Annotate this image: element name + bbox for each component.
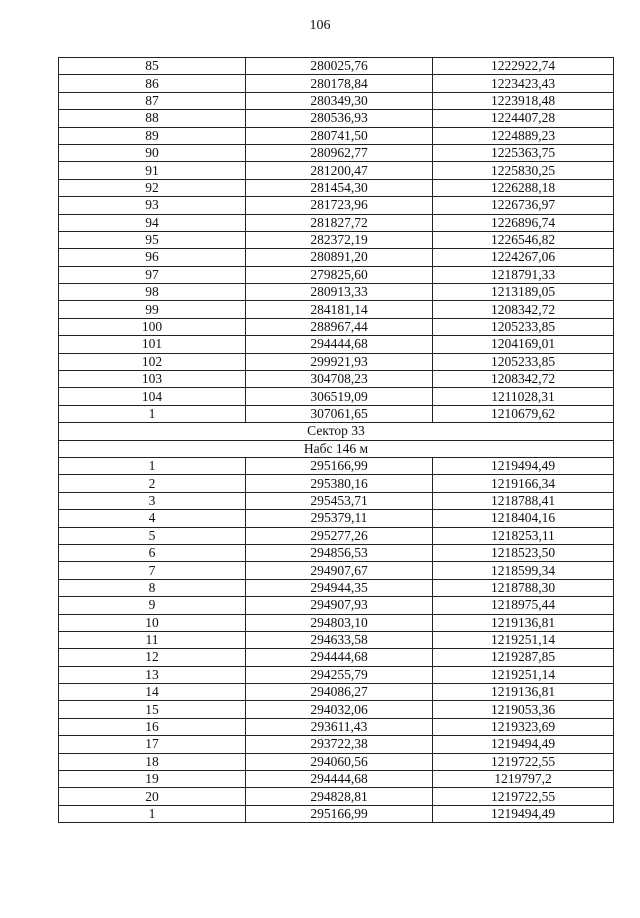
point-number-cell: 20 [59, 788, 246, 805]
x-coordinate-cell: 294907,93 [246, 597, 433, 614]
table-row [59, 231, 614, 248]
x-coordinate-cell: 295380,16 [246, 475, 433, 492]
y-coordinate-cell: 1219136,81 [433, 684, 614, 701]
y-coordinate-cell: 1213189,05 [433, 284, 614, 301]
x-coordinate-cell: 295277,26 [246, 527, 433, 544]
point-number-cell: 1 [59, 457, 246, 474]
y-coordinate-cell: 1219722,55 [433, 753, 614, 770]
point-number-cell: 100 [59, 318, 246, 335]
y-coordinate-cell: 1205233,85 [433, 318, 614, 335]
point-number-cell: 10 [59, 614, 246, 631]
x-coordinate-cell: 294856,53 [246, 544, 433, 561]
x-coordinate-cell: 295379,11 [246, 510, 433, 527]
x-coordinate-cell: 293722,38 [246, 736, 433, 753]
point-number-cell: 91 [59, 162, 246, 179]
table-row [59, 58, 614, 75]
y-coordinate-cell: 1219053,36 [433, 701, 614, 718]
point-number-cell: 94 [59, 214, 246, 231]
table-row [59, 492, 614, 509]
point-number-cell: 6 [59, 544, 246, 561]
y-coordinate-cell: 1219494,49 [433, 805, 614, 822]
table-row [59, 266, 614, 283]
table-row [59, 388, 614, 405]
table-row [59, 336, 614, 353]
x-coordinate-cell: 280025,76 [246, 58, 433, 75]
point-number-cell: 90 [59, 144, 246, 161]
y-coordinate-cell: 1205233,85 [433, 353, 614, 370]
x-coordinate-cell: 307061,65 [246, 405, 433, 422]
table-row [59, 110, 614, 127]
point-number-cell: 101 [59, 336, 246, 353]
x-coordinate-cell: 280913,33 [246, 284, 433, 301]
table-row [59, 614, 614, 631]
point-number-cell: 103 [59, 371, 246, 388]
x-coordinate-cell: 304708,23 [246, 371, 433, 388]
point-number-cell: 88 [59, 110, 246, 127]
x-coordinate-cell: 295166,99 [246, 457, 433, 474]
y-coordinate-cell: 1218791,33 [433, 266, 614, 283]
sector-height: Набс 146 м [59, 440, 614, 457]
point-number-cell: 17 [59, 736, 246, 753]
table-row [59, 771, 614, 788]
point-number-cell: 85 [59, 58, 246, 75]
point-number-cell: 98 [59, 284, 246, 301]
x-coordinate-cell: 294086,27 [246, 684, 433, 701]
table-row [59, 701, 614, 718]
x-coordinate-cell: 281827,72 [246, 214, 433, 231]
x-coordinate-cell: 280962,77 [246, 144, 433, 161]
y-coordinate-cell: 1226546,82 [433, 231, 614, 248]
point-number-cell: 87 [59, 92, 246, 109]
x-coordinate-cell: 294444,68 [246, 771, 433, 788]
x-coordinate-cell: 295453,71 [246, 492, 433, 509]
x-coordinate-cell: 280178,84 [246, 75, 433, 92]
point-number-cell: 96 [59, 249, 246, 266]
y-coordinate-cell: 1218599,34 [433, 562, 614, 579]
x-coordinate-cell: 288967,44 [246, 318, 433, 335]
point-number-cell: 5 [59, 527, 246, 544]
x-coordinate-cell: 281454,30 [246, 179, 433, 196]
point-number-cell: 1 [59, 405, 246, 422]
y-coordinate-cell: 1218788,30 [433, 579, 614, 596]
table-row [59, 162, 614, 179]
y-coordinate-cell: 1208342,72 [433, 371, 614, 388]
table-row [59, 214, 614, 231]
table-row [59, 144, 614, 161]
y-coordinate-cell: 1219494,49 [433, 457, 614, 474]
point-number-cell: 104 [59, 388, 246, 405]
y-coordinate-cell: 1218788,41 [433, 492, 614, 509]
height-header-row [59, 440, 614, 457]
x-coordinate-cell: 294444,68 [246, 336, 433, 353]
y-coordinate-cell: 1218975,44 [433, 597, 614, 614]
point-number-cell: 8 [59, 579, 246, 596]
point-number-cell: 13 [59, 666, 246, 683]
x-coordinate-cell: 281200,47 [246, 162, 433, 179]
table-row [59, 753, 614, 770]
y-coordinate-cell: 1219722,55 [433, 788, 614, 805]
point-number-cell: 99 [59, 301, 246, 318]
y-coordinate-cell: 1224889,23 [433, 127, 614, 144]
y-coordinate-cell: 1223918,48 [433, 92, 614, 109]
x-coordinate-cell: 280891,20 [246, 249, 433, 266]
y-coordinate-cell: 1225830,25 [433, 162, 614, 179]
y-coordinate-cell: 1208342,72 [433, 301, 614, 318]
table-row [59, 284, 614, 301]
table-row [59, 805, 614, 822]
table-row [59, 353, 614, 370]
point-number-cell: 12 [59, 649, 246, 666]
point-number-cell: 95 [59, 231, 246, 248]
table-row [59, 788, 614, 805]
x-coordinate-cell: 294032,06 [246, 701, 433, 718]
table-row [59, 249, 614, 266]
point-number-cell: 2 [59, 475, 246, 492]
point-number-cell: 102 [59, 353, 246, 370]
sector-title: Сектор 33 [59, 423, 614, 440]
table-row [59, 718, 614, 735]
y-coordinate-cell: 1224267,06 [433, 249, 614, 266]
point-number-cell: 93 [59, 197, 246, 214]
y-coordinate-cell: 1219323,69 [433, 718, 614, 735]
y-coordinate-cell: 1219251,14 [433, 666, 614, 683]
y-coordinate-cell: 1219166,34 [433, 475, 614, 492]
y-coordinate-cell: 1225363,75 [433, 144, 614, 161]
point-number-cell: 86 [59, 75, 246, 92]
x-coordinate-cell: 294633,58 [246, 631, 433, 648]
x-coordinate-cell: 294444,68 [246, 649, 433, 666]
y-coordinate-cell: 1218253,11 [433, 527, 614, 544]
point-number-cell: 14 [59, 684, 246, 701]
y-coordinate-cell: 1226896,74 [433, 214, 614, 231]
point-number-cell: 19 [59, 771, 246, 788]
x-coordinate-cell: 294944,35 [246, 579, 433, 596]
y-coordinate-cell: 1222922,74 [433, 58, 614, 75]
x-coordinate-cell: 294255,79 [246, 666, 433, 683]
point-number-cell: 7 [59, 562, 246, 579]
y-coordinate-cell: 1218404,16 [433, 510, 614, 527]
point-number-cell: 92 [59, 179, 246, 196]
y-coordinate-cell: 1219494,49 [433, 736, 614, 753]
coordinates-table [58, 57, 614, 823]
point-number-cell: 11 [59, 631, 246, 648]
table-row [59, 684, 614, 701]
point-number-cell: 89 [59, 127, 246, 144]
table-row [59, 562, 614, 579]
coordinates-table-body [59, 58, 614, 823]
y-coordinate-cell: 1218523,50 [433, 544, 614, 561]
y-coordinate-cell: 1219251,14 [433, 631, 614, 648]
table-row [59, 75, 614, 92]
point-number-cell: 16 [59, 718, 246, 735]
x-coordinate-cell: 294060,56 [246, 753, 433, 770]
y-coordinate-cell: 1223423,43 [433, 75, 614, 92]
x-coordinate-cell: 280741,50 [246, 127, 433, 144]
table-row [59, 666, 614, 683]
sector-header-row [59, 423, 614, 440]
point-number-cell: 97 [59, 266, 246, 283]
y-coordinate-cell: 1219287,85 [433, 649, 614, 666]
x-coordinate-cell: 279825,60 [246, 266, 433, 283]
table-row [59, 92, 614, 109]
table-row [59, 527, 614, 544]
table-row [59, 649, 614, 666]
page-number: 106 [309, 18, 331, 33]
table-row [59, 597, 614, 614]
x-coordinate-cell: 294907,67 [246, 562, 433, 579]
x-coordinate-cell: 282372,19 [246, 231, 433, 248]
x-coordinate-cell: 280536,93 [246, 110, 433, 127]
y-coordinate-cell: 1210679,62 [433, 405, 614, 422]
table-row [59, 301, 614, 318]
x-coordinate-cell: 280349,30 [246, 92, 433, 109]
table-row [59, 371, 614, 388]
point-number-cell: 4 [59, 510, 246, 527]
table-row [59, 631, 614, 648]
x-coordinate-cell: 294828,81 [246, 788, 433, 805]
point-number-cell: 15 [59, 701, 246, 718]
x-coordinate-cell: 293611,43 [246, 718, 433, 735]
y-coordinate-cell: 1226288,18 [433, 179, 614, 196]
x-coordinate-cell: 295166,99 [246, 805, 433, 822]
x-coordinate-cell: 294803,10 [246, 614, 433, 631]
table-row [59, 544, 614, 561]
table-row [59, 475, 614, 492]
point-number-cell: 1 [59, 805, 246, 822]
table-row [59, 127, 614, 144]
table-row [59, 318, 614, 335]
point-number-cell: 18 [59, 753, 246, 770]
table-row [59, 510, 614, 527]
y-coordinate-cell: 1211028,31 [433, 388, 614, 405]
table-row [59, 457, 614, 474]
point-number-cell: 9 [59, 597, 246, 614]
point-number-cell: 3 [59, 492, 246, 509]
y-coordinate-cell: 1224407,28 [433, 110, 614, 127]
y-coordinate-cell: 1226736,97 [433, 197, 614, 214]
x-coordinate-cell: 281723,96 [246, 197, 433, 214]
table-row [59, 197, 614, 214]
table-row [59, 405, 614, 422]
table-row [59, 736, 614, 753]
y-coordinate-cell: 1219797,2 [433, 771, 614, 788]
y-coordinate-cell: 1219136,81 [433, 614, 614, 631]
table-row [59, 179, 614, 196]
x-coordinate-cell: 299921,93 [246, 353, 433, 370]
x-coordinate-cell: 306519,09 [246, 388, 433, 405]
table-row [59, 579, 614, 596]
x-coordinate-cell: 284181,14 [246, 301, 433, 318]
y-coordinate-cell: 1204169,01 [433, 336, 614, 353]
